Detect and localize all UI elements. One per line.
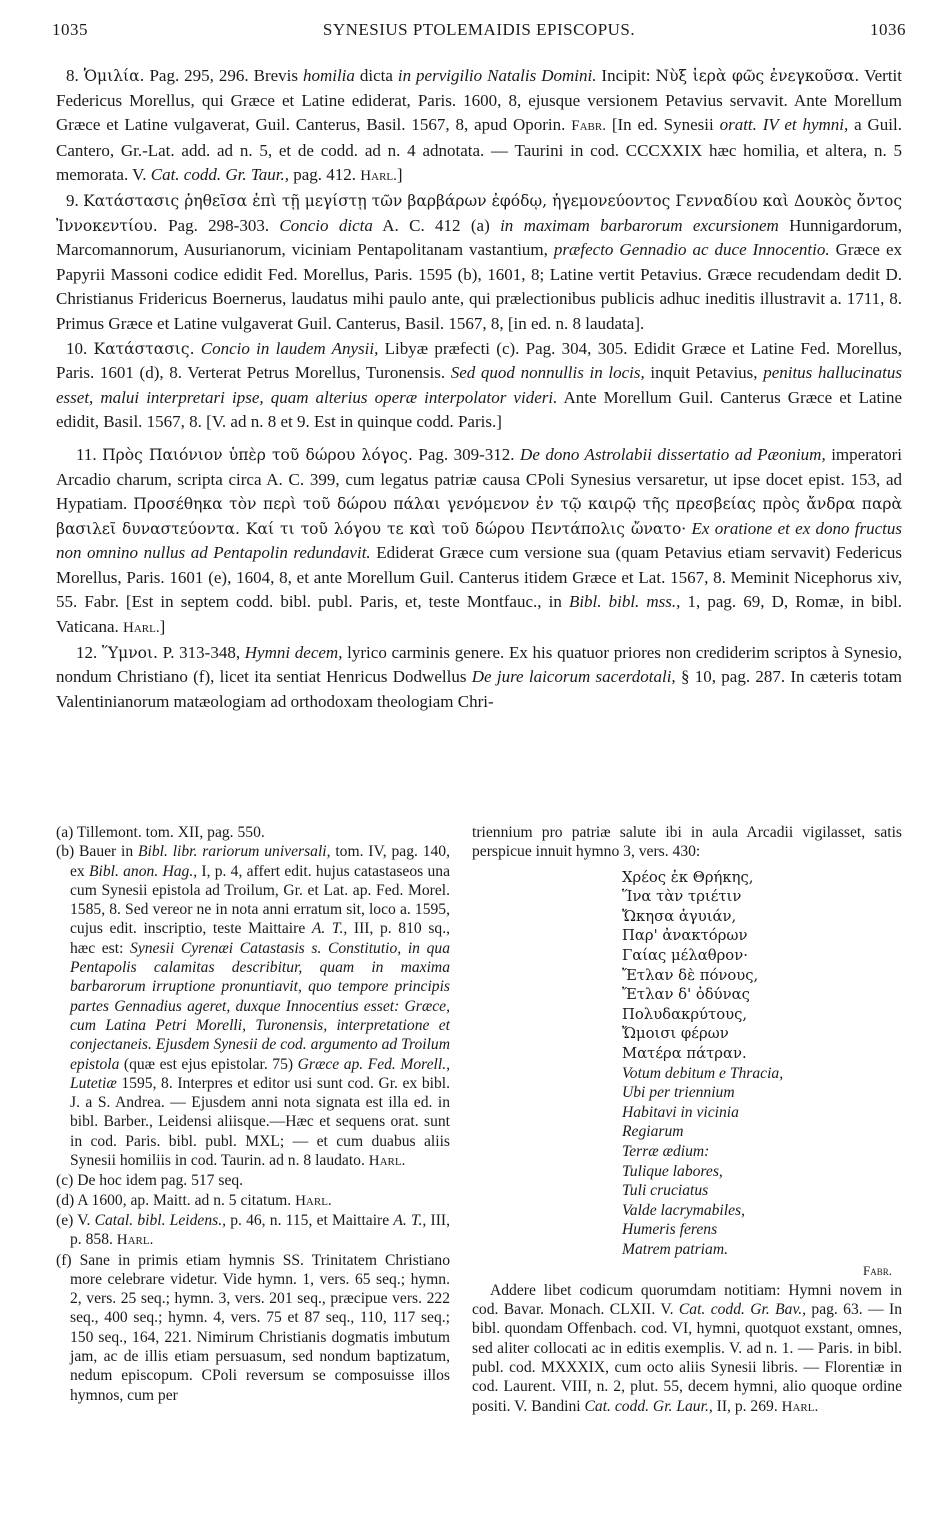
text-run: homilia <box>302 66 355 85</box>
footnote-a <box>56 823 450 842</box>
text-run: Pag. 295, 296. Brevis <box>144 66 303 85</box>
text-run: Incipit: <box>596 66 656 85</box>
text-run: II, p. 269. <box>712 1397 782 1415</box>
entry-11 <box>56 443 902 641</box>
text-run: Catal. bibl. Leidens., <box>94 1211 226 1229</box>
text-run: tom. IV, pag. 140, ex <box>70 843 450 880</box>
verse-line: Matrem patriam. <box>622 1240 728 1258</box>
text-run: III, p. 810 sq., hæc est: <box>70 920 450 957</box>
text-run: 11. <box>76 444 103 464</box>
text-run: Ex oratione et ex dono fructus non omnino nullus ad Pentapolin redundavit. <box>56 518 903 563</box>
verse-line: Habitavi in vicinia <box>622 1103 739 1121</box>
text-run: 1595, 8. Interpres et editor usi sunt cod. Gr. ex bibl. J. a S. Andrea. — Ejusdem anni nota signata est illa ed. in bibl. Barber., Leidensi aliisque.—Hæc et sequens orat. sunt in cod. Paris. bibl. publ. MXL; — et cum duabus aliis Synesii homiliis in cod. Taurin. ad n. 8 laudato. <box>70 1074 450 1170</box>
verse-line: Ὤκησα ἀγυιάν, <box>622 907 737 925</box>
footnote-e <box>56 1211 450 1251</box>
footnote-c <box>56 1171 450 1190</box>
text-run: ] <box>396 165 403 185</box>
verse-line: Χρέος ἐκ Θρήκης, <box>622 868 754 886</box>
text-run: A. C. 412 (a) <box>372 215 501 235</box>
verse-line: Ubi per triennium <box>622 1084 735 1102</box>
footnotes-right-column <box>472 823 902 1417</box>
text-run: [In ed. Synesii <box>605 115 720 135</box>
text-run: Harl. <box>781 1398 819 1415</box>
text-run: De jure laicorum sacerdotali, <box>471 667 676 687</box>
fabricius-signature: Fabr. <box>863 1263 892 1279</box>
text-run: De dono Astrolabii dissertatio ad Pæonium, <box>520 444 826 464</box>
text-run: Κατάστασις. <box>93 339 195 358</box>
text-run: Προσέθηκα τὸν περὶ τοῦ δώρου πάλαι γενόμενον ἐν τῷ καιρῷ τῆς πρεσβείας πρὸς ἄνδρα παρὰ βασιλεῖ δυναστεύοντα. Καί τι τοῦ λόγου τε καὶ τοῦ δώρου Πεντάπολις ὤνατο· <box>56 495 902 538</box>
footnote-b <box>56 842 450 1171</box>
text-run: penitus hallucinatus esset, malui interpretari ipse, quam alterius operæ interpolator videri. <box>56 363 902 407</box>
text-run: Fabr. <box>571 118 606 135</box>
text-run: A. T., <box>393 1211 427 1229</box>
text-run: Ὁμιλία. <box>83 67 145 85</box>
text-run: (c) De hoc idem pag. 517 seq. <box>56 1172 244 1190</box>
text-run: III, p. 858. <box>70 1211 450 1249</box>
verse-line: Valde lacrymabiles, <box>622 1201 745 1219</box>
hymn-greek-lines <box>622 868 902 1064</box>
text-run: Cat. codd. Gr. Bav., <box>678 1301 807 1319</box>
text-run: 10. <box>66 338 94 358</box>
footnotes-left-column <box>56 823 450 1405</box>
text-run: lyrico carminis genere. Ex his quatuor priores non crediderim scriptos à Synesio, nondum Christiano (f), licet ita sentiat Henricus Dodwellus <box>56 642 903 687</box>
footnote-f-continuation: triennium pro patriæ salute ibi in aula Arcadii vigilasset, satis perspicue innuit hymno 3, vers. 430: <box>472 824 902 861</box>
running-header <box>52 16 906 44</box>
text-run: P. 313-348, <box>157 642 245 662</box>
text-run: Cat. codd. Gr. Laur., <box>584 1397 713 1415</box>
text-run: inquit Petavius, <box>644 363 764 383</box>
entry-10 <box>56 337 902 435</box>
text-run: Bibl. bibl. mss., <box>568 592 681 612</box>
text-run: (e) V. <box>56 1211 95 1229</box>
text-run: § 10, pag. 287. In cæteris totam Valentinianorum matæologiam ad orthodoxam theologiam Chri- <box>56 667 902 711</box>
verse-line: Ὤμοισι φέρων <box>622 1025 729 1043</box>
text-run: Harl. <box>368 1153 406 1170</box>
text-run: 8. <box>66 66 84 85</box>
verse-line: Ἔτλαν δ' ὀδύνας <box>622 986 750 1004</box>
text-run: (d) A 1600, ap. Maitt. ad n. 5 citatum. <box>56 1191 296 1209</box>
text-run: Sed quod nonnullis in locis, <box>450 363 645 383</box>
verse-line: Παρ' ἀνακτόρων <box>622 927 748 945</box>
running-title: SYNESIUS PTOLEMAIDIS EPISCOPUS. <box>322 20 636 39</box>
verse-line: Ἔτλαν δὲ πόνους, <box>622 966 759 984</box>
text-run: oratt. IV et hymni, <box>719 115 849 135</box>
text-run: præfecto Gennadio ac duce Innocentio. <box>553 240 830 260</box>
text-run: Bibl. libr. rariorum universali, <box>138 843 331 861</box>
text-run: Bibl. anon. Hag., <box>88 862 198 880</box>
verse-line: Terræ ædium: <box>622 1142 710 1160</box>
text-run: I, p. 4, affert edit. hujus catastaseos una cum Synesii epistola ad Troilum, Gr. et Lat. ap. Fed. Morel. 1585, 8. Sed vereor ne in nota anni erratum sit, loco a. 1595, cujus edit. inscriptio, teste Maittaire <box>70 862 450 938</box>
verse-line: Ματέρα πάτραν. <box>622 1044 747 1062</box>
text-run: dicta <box>354 66 398 85</box>
text-run: Vertit Federicus Morellus, qui Græce et Latine ediderat, Paris. 1600, 8, ejusque versionem Petavius servavit. Ante Morellum Græce et Latine vulgaverat, Guil. Canterus, Basil. 1567, 8, apud Oporin. <box>56 66 902 135</box>
text-run: Κατάστασις ῥηθεῖσα ἐπὶ τῇ μεγίστῃ τῶν βαρβάρων ἐφόδῳ, ἡγεμονεύοντος Γενναδίου καὶ Δουκὸς ὄντος Ἰννοκεντίου. <box>56 191 902 235</box>
text-run: Harl. <box>360 168 397 185</box>
text-run: pag. 63. — In bibl. quondam Offenbach. cod. VI, hymni, quotquot exstant, omnes, sed aliter collocati ac in editis exemplis. V. ad n. 1. — Paris. in bibl. publ. cod. MXXXIX, cum octo aliis Synesii libris. — Florentiæ in cod. Laurent. VIII, n. 2, plut. 55, decem hymni, alio quoque ordine positi. V. Bandini <box>472 1301 903 1415</box>
main-text <box>56 64 902 714</box>
verse-line: Tuli cruciatus <box>622 1182 709 1200</box>
paragraph-gap <box>56 435 902 443</box>
text-run: Hymni decem, <box>244 642 343 662</box>
text-run: (quæ est ejus epistolar. 75) <box>119 1055 298 1073</box>
hymn-quotation <box>622 868 902 1260</box>
text-run: Synesii Cyrenæi Catastasis s. Constitutio, in qua Pentapolis calamitas describitur, quam in maxima barbarorum irruptione pronuntiavit, quo tempore principis partes Gennadius ageret, duxque Innocentius esset: Græce, cum Latina Petri Morelli, Turonensis, interpretatione et conjectaneis. Ejusdem Synesii de cod. argumento ad Troilum epistola <box>70 939 450 1073</box>
text-run: imperatori Arcadio charum, scripta circa A. C. 399, cum legatus patriæ causa CPoli Synesius versaretur, ut ipse docet epist. 153, ad Hypatiam. <box>56 444 903 514</box>
text-run: p. 46, n. 115, et Maittaire <box>226 1211 394 1229</box>
text-run: Cat. codd. Gr. Taur., <box>150 165 289 185</box>
text-run: ] <box>159 617 166 637</box>
page-number-left: 1035 <box>52 20 88 39</box>
entry-9 <box>56 189 902 337</box>
text-run: in pervigilio Natalis Domini. <box>397 66 597 85</box>
footnotes-area <box>56 823 902 1533</box>
verse-line: Γαίας μέλαθρον· <box>622 946 748 964</box>
text-run: (a) Tillemont. tom. XII, pag. 550. <box>56 824 265 841</box>
text-run: Pag. 309-312. <box>412 444 521 464</box>
text-run: Ante Morellum Guil. Canterus Græce et Latine edidit, Basil. 1567, 8. [V. ad n. 8 et 9. Est in quinque codd. Paris.] <box>56 387 903 432</box>
page-number-right: 1036 <box>870 20 906 39</box>
text-run: Concio in laudem Anysii, <box>200 338 379 358</box>
verse-line: Tulique labores, <box>622 1162 723 1180</box>
text-run: 12. <box>76 642 102 662</box>
hymn-latin-lines <box>622 1064 902 1260</box>
text-run: 9. <box>66 190 84 210</box>
verse-line: Regiarum <box>622 1123 684 1141</box>
footnote-d <box>56 1191 450 1211</box>
text-run: Ediderat Græce cum versione sua (quam Petavius etiam servavit) Federicus Morellus, Paris. 1601 (e), 1604, 8, et ante Morellum Guil. Canterus itidem Græce et Lat. 1567, 8. Meminit Nicephorus xiv, 55. Fabr. [Est in septem codd. bibl. publ. Paris, et, teste Montfauc., in <box>56 543 903 612</box>
text-run: Græce ap. Fed. Morell., Lutetiæ <box>70 1055 451 1092</box>
text-run: a Guil. Cantero, Gr.-Lat. add. ad n. 5, et de codd. ad n. 4 adnotata. — Taurini in cod. CCCXXIX hæc homilia, et altera, n. 5 memorata. V. <box>56 115 902 185</box>
text-run: Græce ex Papyrii Massoni codice edidit Fed. Morellus, Paris. 1595 (b), 1601, 8; Latine vertit Petavius. Græce recudendam dedit D. Christianus Fridericus Boernerus, laudatus mihi paulo ante, qui prælectionibus publicis adhuc ineditis illustravit a. 1711, 8. Primus Græce et Latine vulgaverat Guil. Canterus, Basil. 1567, 8, [in ed. n. 8 laudata]. <box>56 240 903 333</box>
text-run: Ὕμνοι. <box>101 643 158 662</box>
text-run: pag. 412. <box>289 165 361 185</box>
text-run: in maximam barbarorum excursionem <box>500 215 779 235</box>
footnote-f <box>56 1251 450 1405</box>
text-run: Concio dicta <box>279 215 373 235</box>
verse-line: Votum debitum e Thracia, <box>622 1064 784 1082</box>
entry-12 <box>56 641 902 715</box>
text-run: A. T., <box>311 920 348 938</box>
text-run: (f) Sane in primis etiam hymnis SS. Trinitatem Christiano more celebrare videtur. Vide hymn. 1, vers. 65 seq.; hymn. 2, vers. 25 seq.; hymn. 3, vers. 201 seq., præcipue vers. 222 seq., 400 seq.; hymn. 4, vers. 75 et 87 seq., 110, 117 seq.; 150 seq., 164, 221. Nimirum Christianis dogmatis imbutum jam, ac de illis etiam persuasum, sed nondum baptizatum, nedum episcopum. CPoli reversum se composuisse illos hymnos, cum per <box>56 1251 450 1404</box>
verse-line: Humeris ferens <box>622 1221 718 1239</box>
text-run: Hunnigardorum, Marcomannorum, Ausurianorum, viciniam Pentapolitanam vastantium, <box>56 215 903 260</box>
text-run: Harl. <box>295 1192 332 1209</box>
text-run: Addere libet codicum quorumdam notitiam: Hymni novem in cod. Bavar. Monach. CLXII. V. <box>472 1281 902 1319</box>
text-run: Πρὸς Παιόνιον ὑπὲρ τοῦ δώρου λόγος. <box>102 445 413 464</box>
text-run: Libyæ præfecti (c). Pag. 304, 305. Edidit Græce et Latine Fed. Morellus, Paris. 1601 (d), 8. Verterat Petrus Morellus, Turonensis. <box>56 338 902 383</box>
entry-8 <box>56 64 902 189</box>
verse-line: Πολυδακρύτους, <box>622 1005 748 1023</box>
text-run: Νὺξ ἱερὰ φῶς ἐνεγκοῦσα. <box>655 67 860 85</box>
text-run: 1, pag. 69, D, Romæ, in bibl. Vaticana. <box>56 592 902 637</box>
text-run: Harl. <box>116 1232 154 1249</box>
codices-addendum <box>472 1281 902 1417</box>
text-run: Harl. <box>123 620 160 637</box>
verse-line: Ἵνα τὰν τριέτιν <box>622 888 742 906</box>
text-run: (b) Bauer in <box>56 843 139 861</box>
text-run: Pag. 298-303. <box>157 215 280 235</box>
